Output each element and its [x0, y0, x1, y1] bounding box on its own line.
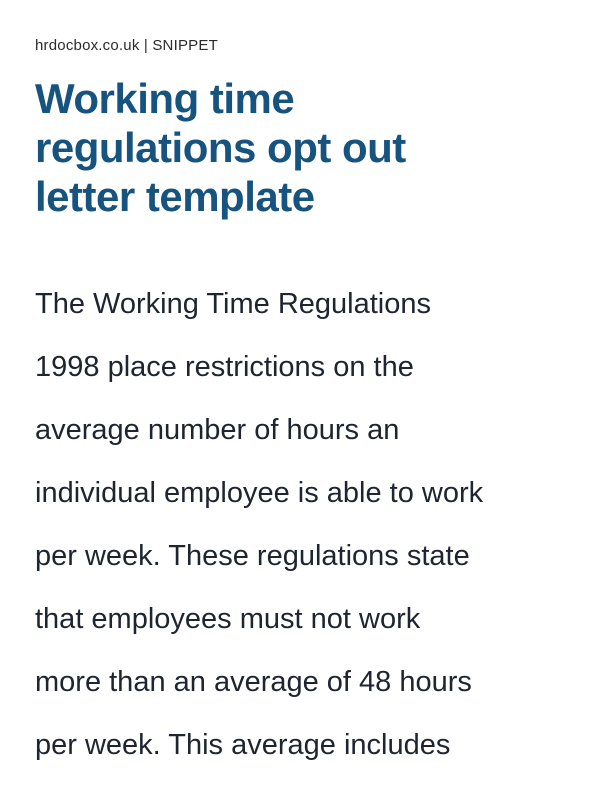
page-title-line-3: letter template	[35, 173, 315, 220]
body-paragraph-line-3: average number of hours an	[35, 414, 400, 446]
body-paragraph-line-4: individual employee is able to work	[35, 477, 484, 509]
page-title-line-1: Working time	[35, 75, 295, 122]
site-snippet-label: hrdocbox.co.uk | SNIPPET	[35, 37, 218, 54]
body-paragraph-line-6: that employees must not work	[35, 603, 421, 635]
body-paragraph-line-8: per week. This average includes	[35, 729, 451, 761]
body-paragraph-line-2: 1998 place restrictions on the	[35, 351, 414, 383]
body-paragraph-line-5: per week. These regulations state	[35, 540, 470, 572]
body-paragraph	[35, 273, 565, 777]
page-title-line-2: regulations opt out	[35, 124, 406, 171]
body-paragraph-line-1: The Working Time Regulations	[35, 288, 431, 320]
page-title	[35, 74, 565, 221]
body-paragraph-line-7: more than an average of 48 hours	[35, 666, 472, 698]
